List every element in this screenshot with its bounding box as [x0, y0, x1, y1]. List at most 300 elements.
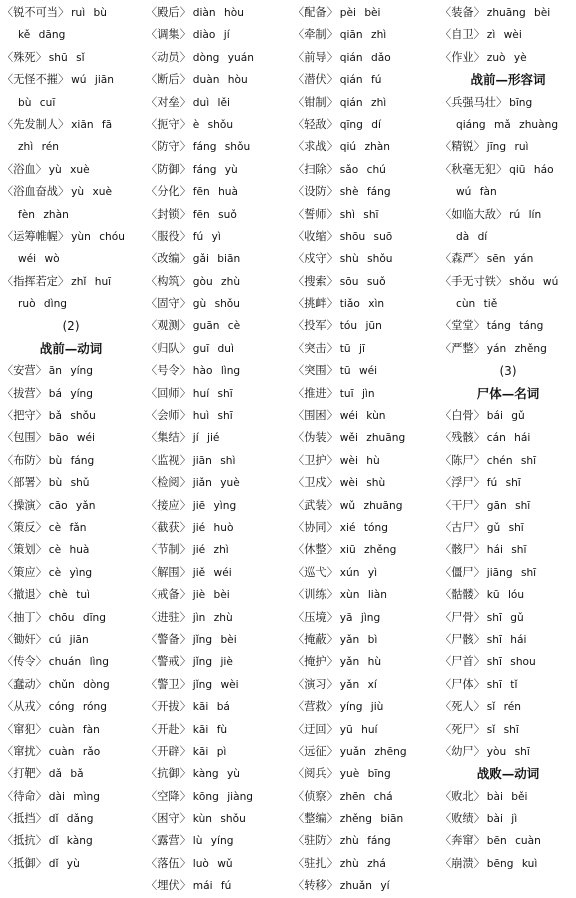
entry-pinyin: jiān shì	[192, 454, 236, 467]
entry-pinyin: cóng róng	[48, 701, 107, 714]
entry-pinyin: hái shī	[486, 544, 527, 557]
entry	[146, 741, 288, 763]
entry-pinyin: jiē yìng	[192, 499, 237, 512]
entry-pinyin: dòng yuán	[192, 51, 254, 64]
entry	[440, 517, 576, 539]
entry-term: 〈压境〉	[293, 610, 338, 624]
entry-term: 〈伪装〉	[293, 431, 338, 445]
entry-term: 〈训练〉	[293, 588, 338, 602]
entry	[293, 674, 435, 696]
entry-pinyin: jǐng bèi	[192, 633, 237, 646]
entry-term: 〈开拔〉	[146, 700, 191, 714]
entry	[2, 741, 140, 763]
entry-term: 〈干尸〉	[440, 498, 485, 512]
entry-pinyin: xiān fā	[71, 118, 113, 131]
entry-term: 〈兵强马壮〉	[440, 95, 508, 109]
entry-term: 〈扼守〉	[146, 117, 191, 131]
entry	[146, 875, 288, 897]
entry	[2, 405, 140, 427]
entry-term: 〈休整〉	[293, 543, 338, 557]
entry-term: 〈卫戍〉	[293, 476, 338, 490]
entry-term: 〈把守〉	[2, 409, 47, 423]
entry-term: 〈迂回〉	[293, 722, 338, 736]
entry-term: 〈协同〉	[293, 520, 338, 534]
entry	[146, 271, 288, 293]
entry	[440, 338, 576, 360]
section-number: (2)	[62, 319, 80, 334]
entry-pinyin: wèi shù	[339, 477, 386, 490]
entry-term: 〈败北〉	[440, 789, 485, 803]
entry-term: 〈转移〉	[293, 879, 338, 893]
entry-pinyin: yán zhěng	[486, 342, 547, 355]
entry	[2, 472, 140, 494]
entry	[440, 472, 576, 494]
entry-pinyin: kōng jiàng	[192, 790, 254, 803]
entry	[440, 607, 576, 629]
entry	[2, 69, 140, 91]
entry	[293, 24, 435, 46]
entry-term: 〈誓师〉	[293, 207, 338, 221]
entry	[146, 629, 288, 651]
entry	[293, 2, 435, 24]
entry-term: 〈空降〉	[146, 789, 191, 803]
entry-term: 〈潜伏〉	[293, 73, 338, 87]
entry-pinyin: xùn liàn	[339, 589, 387, 602]
entry	[293, 741, 435, 763]
entry-pinyin: sǐ shī	[486, 723, 519, 736]
entry-pinyin: bēn cuàn	[486, 835, 541, 848]
entry-pinyin: ruì bù	[71, 7, 107, 19]
entry-pinyin: fèn zhàn	[18, 208, 69, 221]
entry	[293, 763, 435, 785]
entry-term: 〈抗御〉	[146, 767, 191, 781]
entry	[440, 674, 576, 696]
entry-term: 〈归队〉	[146, 341, 191, 355]
entry	[146, 719, 288, 741]
entry-term: 〈服役〉	[146, 229, 191, 243]
entry-term: 〈森严〉	[440, 252, 485, 266]
entry	[2, 271, 140, 293]
entry	[293, 450, 435, 472]
entry	[146, 495, 288, 517]
entry	[2, 383, 140, 405]
entry-pinyin: cè yìng	[48, 566, 93, 579]
entry-term: 〈演习〉	[293, 677, 338, 691]
entry	[293, 651, 435, 673]
entry-pinyin: sōu suǒ	[339, 275, 386, 288]
entry	[146, 517, 288, 539]
entry-pinyin-continuation	[440, 114, 576, 136]
entry-term: 〈武装〉	[293, 498, 338, 512]
entry-pinyin: cāo yǎn	[48, 499, 96, 512]
entry	[2, 629, 140, 651]
entry-term: 〈轻敌〉	[293, 117, 338, 131]
entry-pinyin: qián zhì	[339, 96, 387, 109]
entry-pinyin: shī shou	[486, 656, 536, 669]
entry-pinyin: tuī jìn	[339, 387, 375, 400]
entry-pinyin: wèi hù	[339, 454, 380, 467]
entry	[146, 69, 288, 91]
entry	[2, 450, 140, 472]
entry	[293, 875, 435, 897]
entry-pinyin: chǔn dòng	[48, 678, 110, 691]
entry	[2, 562, 140, 584]
column-1	[2, 2, 140, 875]
entry-pinyin: jiǎn yuè	[192, 477, 240, 490]
entry	[293, 539, 435, 561]
entry	[146, 92, 288, 114]
entry-pinyin: diào jí	[192, 29, 230, 42]
entry-term: 〈露营〉	[146, 834, 191, 848]
entry-pinyin: cuàn rǎo	[48, 745, 101, 758]
entry	[440, 696, 576, 718]
entry-pinyin: chuán lìng	[48, 656, 109, 669]
entry	[293, 472, 435, 494]
entry-term: 〈操演〉	[2, 498, 47, 512]
entry-term: 〈无怪不摧〉	[2, 73, 70, 87]
entry-pinyin: shī gǔ	[486, 611, 524, 624]
entry-pinyin: yùn chóu	[71, 230, 125, 243]
entry-pinyin: kāi pì	[192, 745, 227, 758]
entry-pinyin: zhuāng bèi	[486, 7, 551, 19]
entry	[440, 315, 576, 337]
entry	[440, 786, 576, 808]
entry-term: 〈接应〉	[146, 498, 191, 512]
entry-pinyin: zhù fáng	[339, 835, 391, 848]
entry-pinyin: yuǎn zhēng	[339, 745, 407, 758]
entry-pinyin: qián dǎo	[339, 51, 391, 64]
entry-pinyin: huì shī	[192, 410, 233, 423]
entry-term: 〈蠢动〉	[2, 677, 47, 691]
entry-term: 〈抵抗〉	[2, 834, 47, 848]
entry-term: 〈死人〉	[440, 700, 485, 714]
entry	[293, 607, 435, 629]
entry-pinyin: bài běi	[486, 790, 528, 803]
entry-term: 〈抵挡〉	[2, 812, 47, 826]
entry-term: 〈骷髅〉	[440, 588, 485, 602]
entry-pinyin: wǔ zhuāng	[339, 499, 403, 512]
entry-pinyin: yǎn bì	[339, 633, 378, 646]
entry-term: 〈搜索〉	[293, 274, 338, 288]
entry-pinyin: bù fáng	[48, 454, 95, 467]
entry-pinyin: hào lìng	[192, 365, 241, 378]
entry-term: 〈传令〉	[2, 655, 47, 669]
entry-pinyin: wéi kùn	[339, 410, 386, 423]
entry-pinyin: shī hái	[486, 633, 527, 646]
entry	[2, 181, 140, 203]
entry-pinyin: jí jié	[192, 432, 220, 445]
entry	[2, 808, 140, 830]
entry	[2, 495, 140, 517]
entry-term: 〈收缩〉	[293, 229, 338, 243]
entry-term: 〈整编〉	[293, 812, 338, 826]
entry-term: 〈骸尸〉	[440, 543, 485, 557]
entry	[293, 584, 435, 606]
entry-term: 〈撤退〉	[2, 588, 47, 602]
entry-pinyin: gǎi biān	[192, 253, 241, 266]
entry-pinyin-continuation	[2, 248, 140, 270]
entry	[146, 383, 288, 405]
entry	[146, 450, 288, 472]
entry	[293, 517, 435, 539]
entry-pinyin: yù xuè	[71, 186, 112, 199]
entry-term: 〈求战〉	[293, 140, 338, 154]
entry	[146, 830, 288, 852]
entry-term: 〈观测〉	[146, 319, 191, 333]
entry	[293, 181, 435, 203]
entry	[146, 204, 288, 226]
entry	[146, 405, 288, 427]
entry	[146, 293, 288, 315]
entry-pinyin: shōu suō	[339, 230, 393, 243]
entry	[440, 584, 576, 606]
entry-term: 〈警戒〉	[146, 655, 191, 669]
entry	[2, 360, 140, 382]
entry	[146, 338, 288, 360]
entry	[440, 204, 576, 226]
entry	[146, 159, 288, 181]
entry-pinyin: wú jiān	[71, 74, 114, 87]
entry-term: 〈警卫〉	[146, 677, 191, 691]
entry-pinyin: guī duì	[192, 342, 234, 355]
entry-term: 〈如临大敌〉	[440, 207, 508, 221]
entry-pinyin: duàn hòu	[192, 74, 248, 87]
entry-term: 〈掩蔽〉	[293, 632, 338, 646]
entry-pinyin: qiān zhì	[339, 29, 387, 42]
entry	[146, 539, 288, 561]
entry-pinyin-continuation	[440, 181, 576, 203]
entry-term: 〈防御〉	[146, 162, 191, 176]
entry-term: 〈断后〉	[146, 73, 191, 87]
entry-term: 〈作业〉	[440, 50, 485, 64]
entry	[2, 427, 140, 449]
entry-pinyin: jiě wéi	[192, 566, 232, 579]
entry-term: 〈构筑〉	[146, 274, 191, 288]
entry	[440, 495, 576, 517]
entry-pinyin: jìn zhù	[192, 611, 233, 624]
section-number: (3)	[499, 364, 517, 379]
entry-term: 〈尸骸〉	[440, 632, 485, 646]
entry	[440, 92, 576, 114]
entry-term: 〈浮尸〉	[440, 476, 485, 490]
entry-pinyin: kàng yù	[192, 768, 240, 781]
entry-term: 〈窜犯〉	[2, 722, 47, 736]
entry-term: 〈营救〉	[293, 700, 338, 714]
entry-term: 〈秋毫无犯〉	[440, 162, 508, 176]
entry-pinyin: qiú zhàn	[339, 141, 390, 154]
entry-pinyin-continuation	[2, 136, 140, 158]
column-4	[440, 2, 576, 875]
entry-term: 〈戍守〉	[293, 252, 338, 266]
entry-pinyin: bù shǔ	[48, 477, 90, 490]
entry-pinyin: tū jī	[339, 342, 365, 355]
entry	[293, 293, 435, 315]
entry-pinyin: zhǐ huī	[71, 275, 112, 288]
entry	[440, 159, 576, 181]
entry	[146, 786, 288, 808]
entry-pinyin: sǐ rén	[486, 701, 521, 714]
entry	[293, 360, 435, 382]
entry-term: 〈回师〉	[146, 386, 191, 400]
section-heading: 战前—形容词	[470, 72, 546, 88]
entry-pinyin: è shǒu	[192, 118, 234, 131]
entry	[2, 584, 140, 606]
entry-term: 〈警备〉	[146, 632, 191, 646]
entry-term: 〈戒备〉	[146, 588, 191, 602]
entry-pinyin: bài jì	[486, 813, 518, 826]
entry-pinyin: gān shī	[486, 499, 531, 512]
entry-pinyin: dǎ bǎ	[48, 768, 84, 781]
entry-pinyin: cè huà	[48, 544, 90, 557]
entry-term: 〈尸首〉	[440, 655, 485, 669]
entry-term: 〈拔营〉	[2, 386, 47, 400]
entry	[293, 159, 435, 181]
entry	[440, 651, 576, 673]
entry-pinyin: shù shǒu	[339, 253, 393, 266]
entry-pinyin: huí shī	[192, 387, 233, 400]
entry-pinyin: xún yì	[339, 566, 378, 579]
entry	[293, 853, 435, 875]
entry-term: 〈挑衅〉	[293, 297, 338, 311]
entry-term: 〈部署〉	[2, 476, 47, 490]
entry-pinyin: bīng	[509, 96, 533, 109]
entry-pinyin: dà dí	[456, 230, 488, 243]
entry-pinyin: fēn suǒ	[192, 208, 237, 221]
entry-pinyin: bá yíng	[48, 387, 94, 400]
entry	[440, 539, 576, 561]
entry-pinyin: kùn shǒu	[192, 813, 246, 826]
entry-term: 〈陈尸〉	[440, 453, 485, 467]
entry-term: 〈开赴〉	[146, 722, 191, 736]
entry	[293, 629, 435, 651]
entry	[146, 562, 288, 584]
entry-term: 〈锄奸〉	[2, 632, 47, 646]
entry	[440, 719, 576, 741]
entry	[440, 830, 576, 852]
entry-pinyin: cú jiān	[48, 633, 89, 646]
entry-term: 〈围困〉	[293, 409, 338, 423]
entry-pinyin: kāi fù	[192, 723, 228, 736]
entry	[440, 248, 576, 270]
entry-pinyin: fú shī	[486, 477, 521, 490]
entry	[293, 338, 435, 360]
entry-term: 〈改编〉	[146, 252, 191, 266]
entry-term: 〈对垒〉	[146, 95, 191, 109]
entry-term: 〈策反〉	[2, 520, 47, 534]
entry-pinyin: cán hái	[486, 432, 531, 445]
entry-term: 〈调集〉	[146, 28, 191, 42]
entry	[293, 248, 435, 270]
entry-pinyin: zhù zhá	[339, 857, 386, 870]
entry-term: 〈节制〉	[146, 543, 191, 557]
entry	[2, 226, 140, 248]
entry-pinyin: jiāng shī	[486, 566, 537, 579]
entry-pinyin: mái fú	[192, 880, 232, 893]
entry	[146, 808, 288, 830]
entry	[146, 315, 288, 337]
entry	[440, 405, 576, 427]
entry-term: 〈突击〉	[293, 341, 338, 355]
entry-pinyin: fáng shǒu	[192, 141, 251, 154]
entry-pinyin: bù cuī	[18, 96, 56, 109]
entry-pinyin: cuàn fàn	[48, 723, 100, 736]
entry	[146, 696, 288, 718]
entry-pinyin: yuè bīng	[339, 768, 391, 781]
entry-pinyin: pèi bèi	[339, 7, 381, 19]
entry-pinyin: guān cè	[192, 320, 241, 333]
entry	[2, 853, 140, 875]
entry	[146, 584, 288, 606]
entry-pinyin-continuation	[2, 92, 140, 114]
entry	[440, 853, 576, 875]
entry-term: 〈集结〉	[146, 431, 191, 445]
entry-pinyin: táng táng	[486, 320, 544, 333]
entry-term: 〈投军〉	[293, 319, 338, 333]
entry-pinyin: yǎn hù	[339, 656, 382, 669]
entry-term: 〈包围〉	[2, 431, 47, 445]
entry-pinyin: cè fǎn	[48, 521, 87, 534]
entry-term: 〈卫护〉	[293, 453, 338, 467]
entry	[2, 539, 140, 561]
entry-term: 〈抽丁〉	[2, 610, 47, 624]
entry	[2, 719, 140, 741]
entry	[2, 830, 140, 852]
entry-term: 〈策应〉	[2, 565, 47, 579]
entry-pinyin-continuation	[2, 204, 140, 226]
entry	[440, 450, 576, 472]
entry-pinyin: qiū háo	[509, 163, 554, 176]
entry-term: 〈尸体〉	[440, 677, 485, 691]
column-2	[146, 2, 288, 898]
entry	[146, 47, 288, 69]
entry	[440, 136, 576, 158]
entry-pinyin: shū sǐ	[48, 51, 85, 64]
entry-pinyin: kāi bá	[192, 701, 230, 714]
entry	[293, 405, 435, 427]
entry-pinyin: bēng kuì	[486, 857, 538, 870]
entry	[146, 853, 288, 875]
entry-term: 〈残骸〉	[440, 431, 485, 445]
entry	[146, 651, 288, 673]
entry-pinyin: gù shǒu	[192, 298, 241, 311]
entry-pinyin: shè fáng	[339, 186, 391, 199]
entry-term: 〈会师〉	[146, 409, 191, 423]
entry-pinyin: gòu zhù	[192, 275, 241, 288]
entry-pinyin: jǐng jiè	[192, 656, 233, 669]
entry-pinyin: xiū zhěng	[339, 544, 397, 557]
entry-term: 〈浴血〉	[2, 162, 47, 176]
entry-pinyin: yū huí	[339, 723, 378, 736]
entry-pinyin: fēn huà	[192, 186, 239, 199]
entry	[2, 786, 140, 808]
entry	[146, 674, 288, 696]
entry-pinyin-continuation	[2, 293, 140, 315]
entry-term: 〈侦察〉	[293, 789, 338, 803]
entry	[293, 47, 435, 69]
entry	[293, 830, 435, 852]
entry-term: 〈布防〉	[2, 453, 47, 467]
entry-pinyin: yǎn xí	[339, 678, 377, 691]
entry-pinyin: dài mìng	[48, 790, 100, 803]
entry-pinyin-continuation	[2, 24, 140, 46]
entry-pinyin: shī tǐ	[486, 678, 518, 691]
entry-pinyin: luò wǔ	[192, 857, 233, 870]
entry	[440, 427, 576, 449]
entry-term: 〈手无寸铁〉	[440, 274, 508, 288]
entry-term: 〈巡弋〉	[293, 565, 338, 579]
entry-pinyin: zhuǎn yí	[339, 880, 390, 893]
entry-term: 〈自卫〉	[440, 28, 485, 42]
